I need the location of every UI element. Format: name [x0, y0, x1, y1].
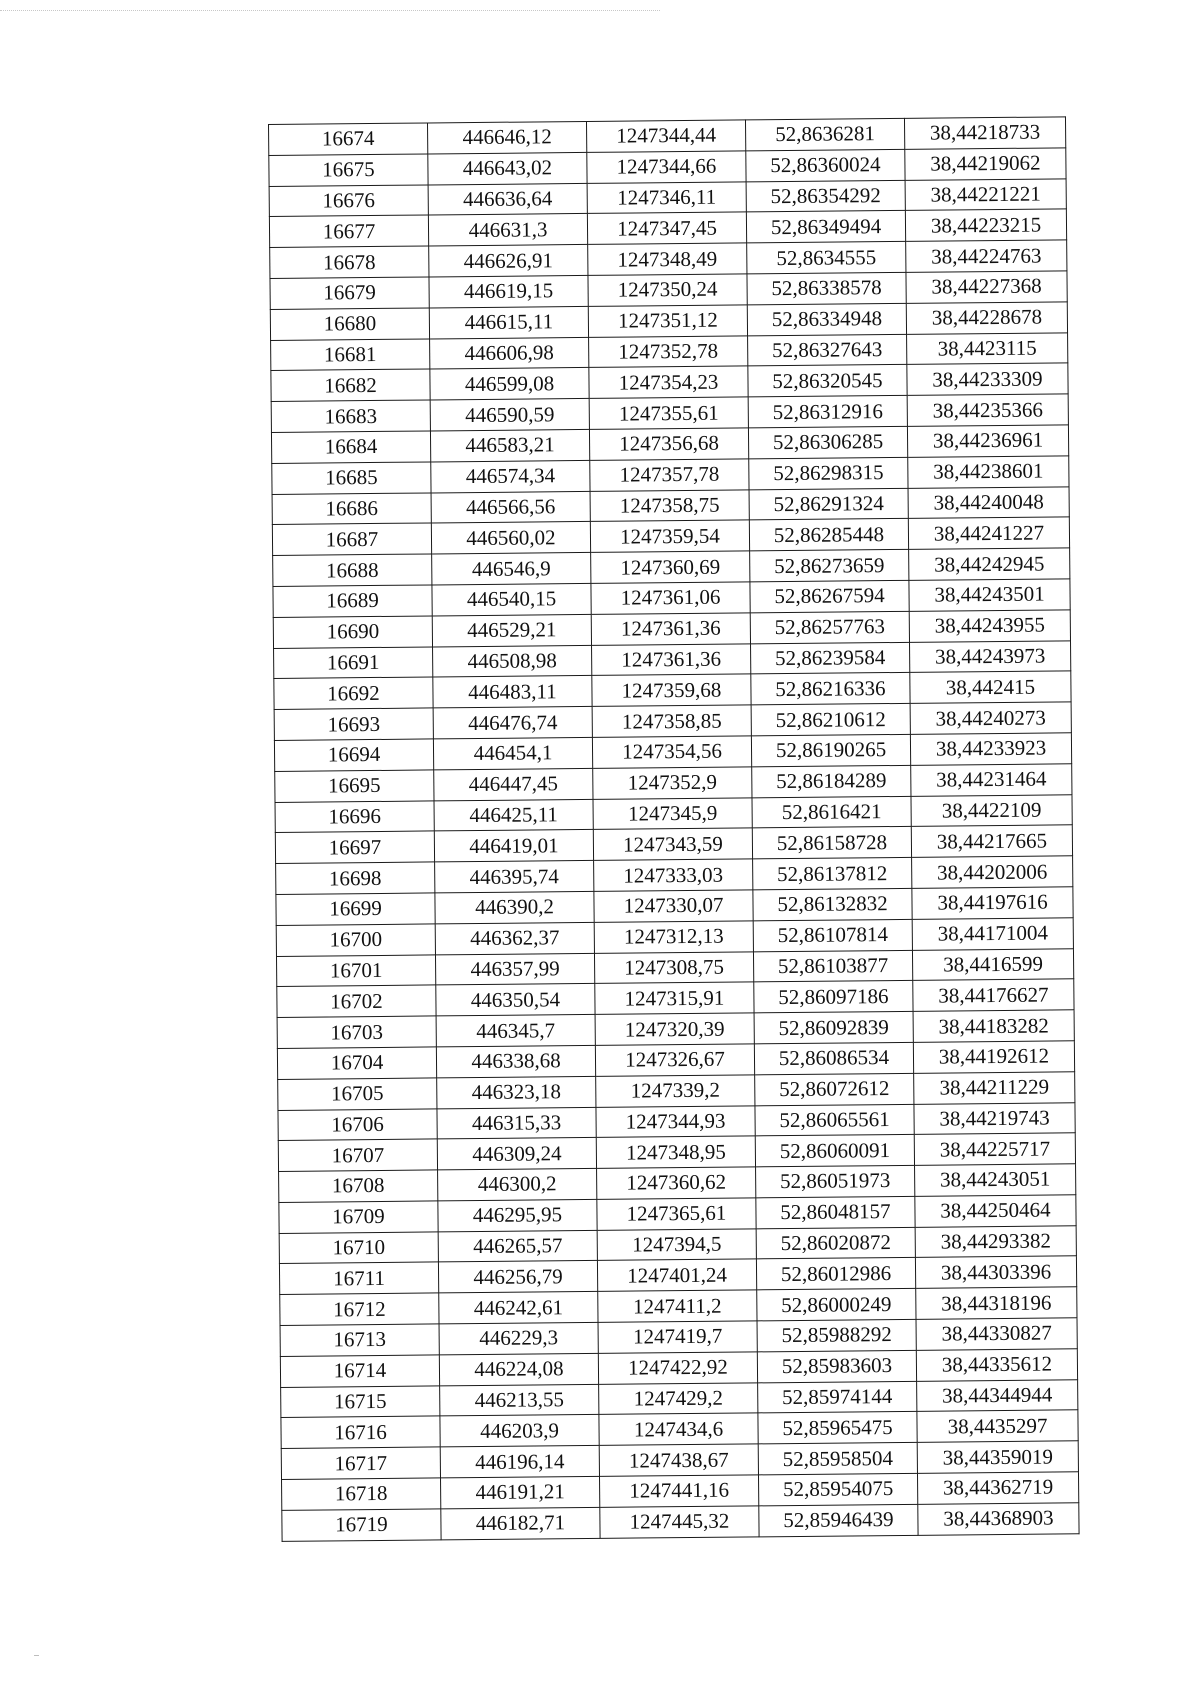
y-coordinate-cell: 1247361,36: [592, 643, 751, 675]
latitude-cell: 52,86360024: [746, 149, 905, 181]
x-coordinate-cell: 446362,37: [435, 922, 594, 954]
point-number-cell: 16715: [281, 1386, 440, 1418]
longitude-cell: 38,44176627: [913, 979, 1074, 1011]
latitude-cell: 52,86338578: [747, 272, 906, 304]
x-coordinate-cell: 446419,01: [434, 830, 593, 862]
longitude-cell: 38,44243973: [910, 640, 1071, 672]
point-number-cell: 16690: [273, 616, 432, 648]
x-coordinate-cell: 446447,45: [434, 768, 593, 800]
x-coordinate-cell: 446390,2: [435, 891, 594, 923]
y-coordinate-cell: 1247358,85: [592, 705, 751, 737]
point-number-cell: 16686: [272, 493, 431, 525]
latitude-cell: 52,86257763: [750, 611, 909, 643]
x-coordinate-cell: 446350,54: [436, 984, 595, 1016]
point-number-cell: 16706: [278, 1108, 437, 1140]
x-coordinate-cell: 446309,24: [437, 1138, 596, 1170]
latitude-cell: 52,86291324: [749, 488, 908, 520]
x-coordinate-cell: 446483,11: [433, 676, 592, 708]
point-number-cell: 16678: [270, 246, 429, 278]
longitude-cell: 38,442415: [910, 671, 1071, 703]
longitude-cell: 38,44202006: [912, 856, 1073, 888]
coordinates-table-body: [269, 117, 1080, 1541]
y-coordinate-cell: 1247344,93: [596, 1105, 755, 1137]
point-number-cell: 16675: [269, 154, 428, 186]
y-coordinate-cell: 1247429,2: [599, 1383, 758, 1415]
latitude-cell: 52,86020872: [756, 1227, 915, 1259]
y-coordinate-cell: 1247348,49: [588, 243, 747, 275]
point-number-cell: 16691: [274, 646, 433, 678]
longitude-cell: 38,44221221: [905, 178, 1066, 210]
x-coordinate-cell: 446242,61: [439, 1292, 598, 1324]
x-coordinate-cell: 446191,21: [441, 1476, 600, 1508]
point-number-cell: 16694: [274, 739, 433, 771]
x-coordinate-cell: 446529,21: [432, 614, 591, 646]
y-coordinate-cell: 1247347,45: [587, 212, 746, 244]
longitude-cell: 38,44344944: [917, 1379, 1078, 1411]
latitude-cell: 52,85988292: [757, 1319, 916, 1351]
x-coordinate-cell: 446560,02: [431, 522, 590, 554]
longitude-cell: 38,44362719: [917, 1472, 1078, 1504]
latitude-cell: 52,86051973: [756, 1165, 915, 1197]
longitude-cell: 38,44225717: [914, 1133, 1075, 1165]
longitude-cell: 38,44235366: [907, 394, 1068, 426]
x-coordinate-cell: 446425,11: [434, 799, 593, 831]
longitude-cell: 38,44183282: [913, 1010, 1074, 1042]
latitude-cell: 52,86092839: [754, 1011, 913, 1043]
y-coordinate-cell: 1247344,44: [586, 120, 745, 152]
point-number-cell: 16711: [279, 1262, 438, 1294]
y-coordinate-cell: 1247360,62: [597, 1167, 756, 1199]
point-number-cell: 16712: [280, 1293, 439, 1325]
longitude-cell: 38,44211229: [914, 1072, 1075, 1104]
x-coordinate-cell: 446626,91: [429, 245, 588, 277]
longitude-cell: 38,44242945: [909, 548, 1070, 580]
longitude-cell: 38,44359019: [917, 1441, 1078, 1473]
point-number-cell: 16698: [276, 862, 435, 894]
latitude-cell: 52,86158728: [752, 827, 911, 859]
point-number-cell: 16693: [274, 708, 433, 740]
x-coordinate-cell: 446196,14: [440, 1446, 599, 1478]
table-row: [282, 1503, 1079, 1541]
x-coordinate-cell: 446546,9: [432, 553, 591, 585]
x-coordinate-cell: 446583,21: [430, 429, 589, 461]
point-number-cell: 16680: [270, 308, 429, 340]
point-number-cell: 16700: [276, 924, 435, 956]
longitude-cell: 38,44171004: [912, 918, 1073, 950]
point-number-cell: 16682: [271, 369, 430, 401]
x-coordinate-cell: 446508,98: [433, 645, 592, 677]
longitude-cell: 38,44231464: [911, 764, 1072, 796]
x-coordinate-cell: 446395,74: [435, 861, 594, 893]
point-number-cell: 16714: [280, 1355, 439, 1387]
latitude-cell: 52,86103877: [753, 950, 912, 982]
y-coordinate-cell: 1247312,13: [594, 921, 753, 953]
y-coordinate-cell: 1247365,61: [597, 1198, 756, 1230]
longitude-cell: 38,44223215: [905, 209, 1066, 241]
x-coordinate-cell: 446323,18: [437, 1076, 596, 1108]
x-coordinate-cell: 446224,08: [439, 1353, 598, 1385]
latitude-cell: 52,85954075: [758, 1473, 917, 1505]
y-coordinate-cell: 1247330,07: [594, 890, 753, 922]
latitude-cell: 52,86267594: [750, 580, 909, 612]
y-coordinate-cell: 1247357,78: [590, 459, 749, 491]
y-coordinate-cell: 1247354,56: [592, 736, 751, 768]
point-number-cell: 16708: [279, 1170, 438, 1202]
y-coordinate-cell: 1247359,54: [590, 520, 749, 552]
latitude-cell: 52,86273659: [750, 550, 909, 582]
point-number-cell: 16713: [280, 1324, 439, 1356]
x-coordinate-cell: 446454,1: [433, 737, 592, 769]
y-coordinate-cell: 1247339,2: [596, 1075, 755, 1107]
point-number-cell: 16674: [269, 123, 428, 155]
latitude-cell: 52,86072612: [755, 1073, 914, 1105]
y-coordinate-cell: 1247352,78: [589, 335, 748, 367]
longitude-cell: 38,44243501: [909, 579, 1070, 611]
latitude-cell: 52,86097186: [754, 981, 913, 1013]
latitude-cell: 52,86334948: [747, 303, 906, 335]
y-coordinate-cell: 1247351,12: [588, 305, 747, 337]
point-number-cell: 16718: [282, 1478, 441, 1510]
longitude-cell: 38,44243051: [915, 1164, 1076, 1196]
latitude-cell: 52,86065561: [755, 1104, 914, 1136]
y-coordinate-cell: 1247359,68: [592, 674, 751, 706]
latitude-cell: 52,86327643: [748, 334, 907, 366]
x-coordinate-cell: 446540,15: [432, 583, 591, 615]
point-number-cell: 16696: [275, 800, 434, 832]
latitude-cell: 52,86137812: [753, 857, 912, 889]
longitude-cell: 38,44293382: [915, 1225, 1076, 1257]
x-coordinate-cell: 446345,7: [436, 1015, 595, 1047]
longitude-cell: 38,4422109: [911, 794, 1072, 826]
x-coordinate-cell: 446295,95: [438, 1199, 597, 1231]
longitude-cell: 38,4416599: [912, 948, 1073, 980]
longitude-cell: 38,44224763: [906, 240, 1067, 272]
point-number-cell: 16702: [277, 985, 436, 1017]
x-coordinate-cell: 446590,59: [430, 399, 589, 431]
x-coordinate-cell: 446631,3: [428, 214, 587, 246]
longitude-cell: 38,4435297: [917, 1410, 1078, 1442]
x-coordinate-cell: 446599,08: [430, 368, 589, 400]
point-number-cell: 16681: [271, 339, 430, 371]
x-coordinate-cell: 446315,33: [437, 1107, 596, 1139]
y-coordinate-cell: 1247346,11: [587, 182, 746, 214]
latitude-cell: 52,85974144: [758, 1381, 917, 1413]
longitude-cell: 38,44241227: [908, 517, 1069, 549]
latitude-cell: 52,86285448: [749, 519, 908, 551]
y-coordinate-cell: 1247348,95: [596, 1136, 755, 1168]
y-coordinate-cell: 1247308,75: [594, 951, 753, 983]
longitude-cell: 38,44227368: [906, 271, 1067, 303]
y-coordinate-cell: 1247345,9: [593, 797, 752, 829]
y-coordinate-cell: 1247355,61: [589, 397, 748, 429]
x-coordinate-cell: 446229,3: [439, 1322, 598, 1354]
point-number-cell: 16716: [281, 1416, 440, 1448]
longitude-cell: 38,44335612: [916, 1349, 1077, 1381]
y-coordinate-cell: 1247361,06: [591, 582, 750, 614]
longitude-cell: 38,44236961: [907, 425, 1068, 457]
y-coordinate-cell: 1247394,5: [597, 1229, 756, 1261]
x-coordinate-cell: 446566,56: [431, 491, 590, 523]
point-number-cell: 16676: [269, 185, 428, 217]
point-number-cell: 16697: [275, 831, 434, 863]
x-coordinate-cell: 446182,71: [441, 1507, 600, 1539]
latitude-cell: 52,86298315: [749, 457, 908, 489]
y-coordinate-cell: 1247354,23: [589, 366, 748, 398]
longitude-cell: 38,44238601: [908, 456, 1069, 488]
latitude-cell: 52,86210612: [751, 704, 910, 736]
point-number-cell: 16701: [276, 954, 435, 986]
longitude-cell: 38,44368903: [918, 1503, 1079, 1535]
x-coordinate-cell: 446574,34: [431, 460, 590, 492]
longitude-cell: 38,44197616: [912, 887, 1073, 919]
longitude-cell: 38,44250464: [915, 1195, 1076, 1227]
longitude-cell: 38,44240273: [910, 702, 1071, 734]
latitude-cell: 52,86239584: [751, 642, 910, 674]
latitude-cell: 52,86306285: [748, 426, 907, 458]
latitude-cell: 52,86107814: [753, 919, 912, 951]
latitude-cell: 52,85965475: [758, 1412, 917, 1444]
longitude-cell: 38,44240048: [908, 486, 1069, 518]
y-coordinate-cell: 1247343,59: [593, 828, 752, 860]
latitude-cell: 52,86320545: [748, 365, 907, 397]
y-coordinate-cell: 1247360,69: [591, 551, 750, 583]
point-number-cell: 16719: [282, 1509, 441, 1541]
x-coordinate-cell: 446646,12: [427, 121, 586, 153]
coordinates-table: [268, 116, 1080, 1541]
longitude-cell: 38,44330827: [916, 1318, 1077, 1350]
x-coordinate-cell: 446476,74: [433, 707, 592, 739]
longitude-cell: 38,44228678: [906, 302, 1067, 334]
x-coordinate-cell: 446203,9: [440, 1415, 599, 1447]
y-coordinate-cell: 1247419,7: [598, 1321, 757, 1353]
x-coordinate-cell: 446357,99: [435, 953, 594, 985]
latitude-cell: 52,86132832: [753, 888, 912, 920]
longitude-cell: 38,44303396: [915, 1256, 1076, 1288]
scan-artifact-mark: [34, 1655, 39, 1656]
longitude-cell: 38,44318196: [916, 1287, 1077, 1319]
y-coordinate-cell: 1247358,75: [590, 489, 749, 521]
y-coordinate-cell: 1247350,24: [588, 274, 747, 306]
latitude-cell: 52,86000249: [757, 1289, 916, 1321]
scan-artifact-line: [0, 10, 660, 11]
point-number-cell: 16695: [275, 770, 434, 802]
point-number-cell: 16710: [279, 1232, 438, 1264]
y-coordinate-cell: 1247401,24: [597, 1259, 756, 1291]
point-number-cell: 16707: [278, 1139, 437, 1171]
latitude-cell: 52,8636281: [745, 118, 904, 150]
y-coordinate-cell: 1247411,2: [598, 1290, 757, 1322]
longitude-cell: 38,44233923: [910, 733, 1071, 765]
latitude-cell: 52,86086534: [754, 1042, 913, 1074]
x-coordinate-cell: 446265,57: [438, 1230, 597, 1262]
latitude-cell: 52,85983603: [757, 1350, 916, 1382]
x-coordinate-cell: 446606,98: [430, 337, 589, 369]
y-coordinate-cell: 1247333,03: [594, 859, 753, 891]
x-coordinate-cell: 446338,68: [436, 1045, 595, 1077]
x-coordinate-cell: 446615,11: [429, 306, 588, 338]
point-number-cell: 16705: [278, 1078, 437, 1110]
point-number-cell: 16684: [271, 431, 430, 463]
x-coordinate-cell: 446636,64: [428, 183, 587, 215]
longitude-cell: 38,44218733: [904, 117, 1065, 149]
latitude-cell: 52,86349494: [746, 211, 905, 243]
point-number-cell: 16692: [274, 677, 433, 709]
point-number-cell: 16717: [281, 1447, 440, 1479]
latitude-cell: 52,86216336: [751, 673, 910, 705]
latitude-cell: 52,8616421: [752, 796, 911, 828]
latitude-cell: 52,86012986: [756, 1258, 915, 1290]
longitude-cell: 38,44243955: [909, 610, 1070, 642]
y-coordinate-cell: 1247361,36: [591, 613, 750, 645]
point-number-cell: 16699: [276, 893, 435, 925]
latitude-cell: 52,86354292: [746, 180, 905, 212]
y-coordinate-cell: 1247441,16: [599, 1475, 758, 1507]
longitude-cell: 38,44219062: [905, 148, 1066, 180]
latitude-cell: 52,86048157: [756, 1196, 915, 1228]
y-coordinate-cell: 1247422,92: [598, 1352, 757, 1384]
y-coordinate-cell: 1247434,6: [599, 1413, 758, 1445]
latitude-cell: 52,85958504: [758, 1443, 917, 1475]
point-number-cell: 16688: [273, 554, 432, 586]
x-coordinate-cell: 446213,55: [440, 1384, 599, 1416]
point-number-cell: 16677: [269, 215, 428, 247]
point-number-cell: 16685: [272, 462, 431, 494]
longitude-cell: 38,44233309: [907, 363, 1068, 395]
point-number-cell: 16687: [272, 523, 431, 555]
latitude-cell: 52,86060091: [755, 1135, 914, 1167]
x-coordinate-cell: 446619,15: [429, 275, 588, 307]
y-coordinate-cell: 1247320,39: [595, 1013, 754, 1045]
longitude-cell: 38,44219743: [914, 1102, 1075, 1134]
longitude-cell: 38,4423115: [907, 332, 1068, 364]
latitude-cell: 52,86184289: [752, 765, 911, 797]
latitude-cell: 52,8634555: [747, 242, 906, 274]
point-number-cell: 16709: [279, 1201, 438, 1233]
y-coordinate-cell: 1247315,91: [595, 982, 754, 1014]
x-coordinate-cell: 446643,02: [428, 152, 587, 184]
longitude-cell: 38,44217665: [911, 825, 1072, 857]
latitude-cell: 52,85946439: [759, 1504, 918, 1536]
point-number-cell: 16703: [277, 1016, 436, 1048]
point-number-cell: 16689: [273, 585, 432, 617]
point-number-cell: 16683: [271, 400, 430, 432]
y-coordinate-cell: 1247445,32: [600, 1506, 759, 1538]
y-coordinate-cell: 1247356,68: [589, 428, 748, 460]
y-coordinate-cell: 1247344,66: [587, 151, 746, 183]
x-coordinate-cell: 446300,2: [438, 1168, 597, 1200]
y-coordinate-cell: 1247352,9: [593, 767, 752, 799]
x-coordinate-cell: 446256,79: [438, 1261, 597, 1293]
latitude-cell: 52,86312916: [748, 396, 907, 428]
point-number-cell: 16704: [277, 1047, 436, 1079]
y-coordinate-cell: 1247438,67: [599, 1444, 758, 1476]
point-number-cell: 16679: [270, 277, 429, 309]
y-coordinate-cell: 1247326,67: [595, 1044, 754, 1076]
longitude-cell: 38,44192612: [913, 1041, 1074, 1073]
latitude-cell: 52,86190265: [751, 734, 910, 766]
